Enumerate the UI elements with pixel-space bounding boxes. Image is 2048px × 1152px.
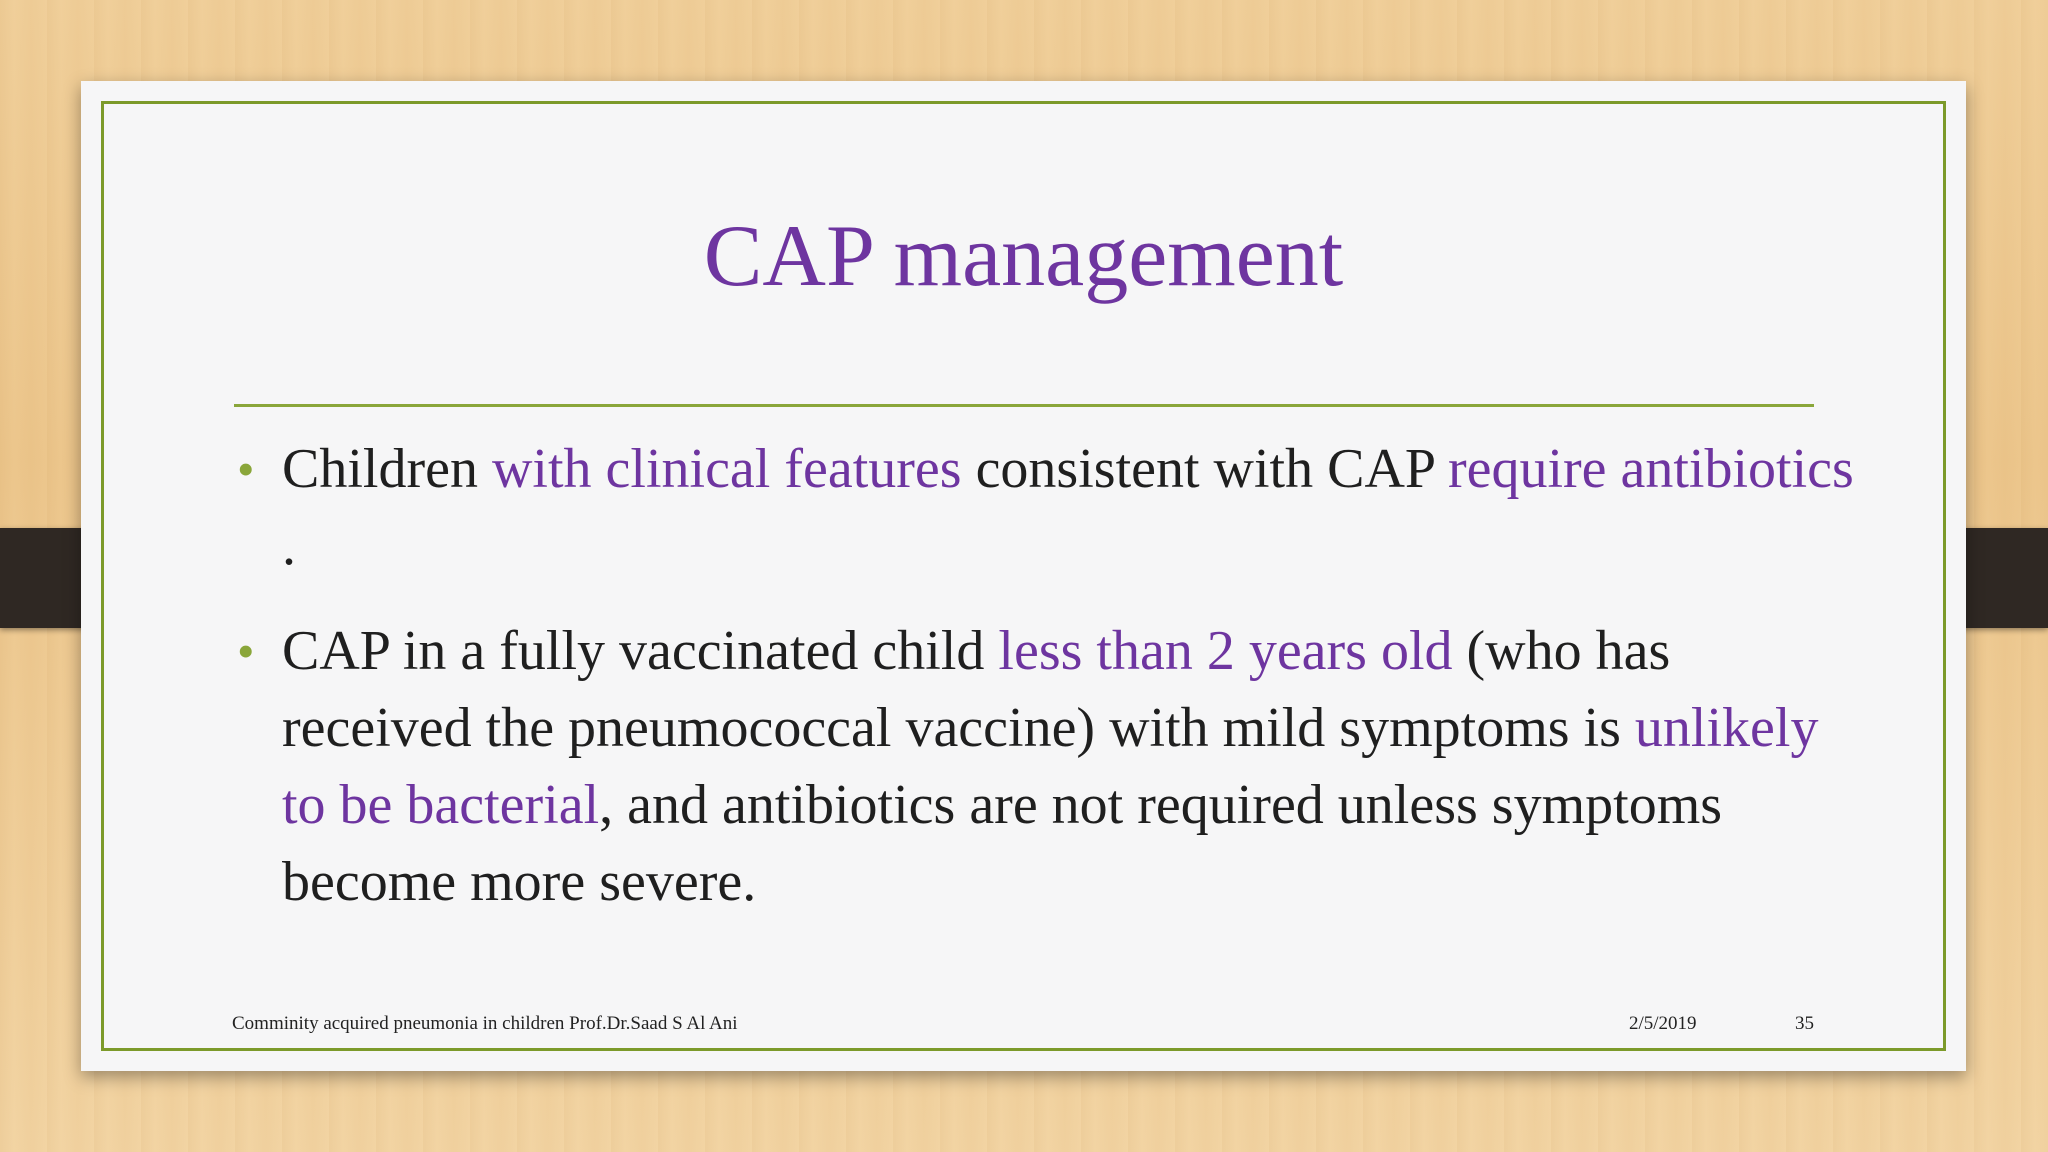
- bullet-highlight: with clinical features: [491, 438, 962, 500]
- bullet-highlight: unlikely to be bacterial: [282, 697, 1819, 836]
- bullet-dot-icon: •: [237, 441, 255, 497]
- bullet-text-segment: consistent with CAP: [961, 438, 1448, 500]
- bullet-text-segment: CAP in a fully vaccinated child: [282, 620, 999, 682]
- footer-date: 2/5/2019: [1629, 1013, 1697, 1034]
- bullet-dot-icon: •: [237, 623, 255, 679]
- bullet-highlight: require antibiotics: [1447, 438, 1854, 500]
- slide: [81, 81, 1966, 1071]
- footer-caption: Comminity acquired pneumonia in children Prof.Dr.Saad S Al Ani: [232, 1013, 738, 1034]
- bullet-text-segment: , and antibiotics are not required unless symptoms become more severe.: [282, 774, 1723, 913]
- slide-title: CAP management: [703, 208, 1344, 305]
- bullet-item: [231, 613, 1871, 921]
- bullet-text-segment: .: [282, 515, 296, 577]
- bullet-text: [282, 438, 1854, 577]
- bullet-text: [282, 620, 1818, 913]
- title-divider: [234, 404, 1814, 407]
- bullet-text-segment: Children: [282, 438, 492, 500]
- bullet-text-segment: (who has received the pneumococcal vaccine) with mild symptoms is: [282, 620, 1671, 759]
- bullet-list: [231, 431, 1871, 949]
- footer-page-number: 35: [1795, 1013, 1814, 1034]
- bullet-item: [231, 431, 1871, 585]
- bullet-highlight: less than 2 years old: [998, 620, 1453, 682]
